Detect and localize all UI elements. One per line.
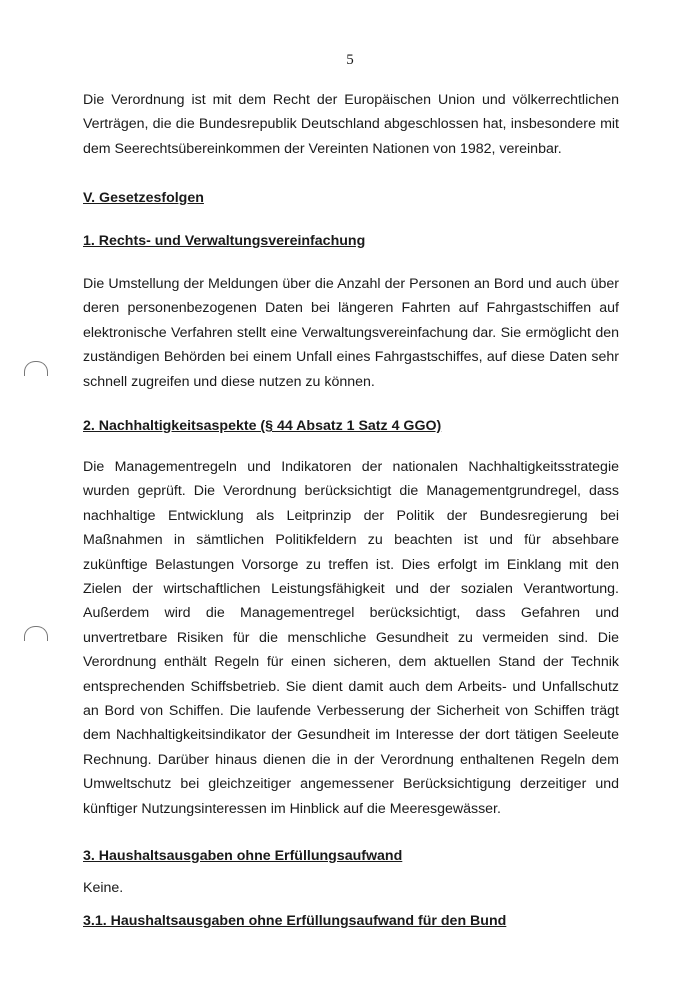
paragraph-keine: Keine. [83,880,124,896]
intro-paragraph: Die Verordnung ist mit dem Recht der Europäischen Union und völkerrechtlichen Verträgen, die die Bundesrepublik Deutschland abgeschlossen hat, insbesondere mit dem Seerechtsübereinkommen der Vereinten Nationen von 1982, vereinbar. [83,92,619,157]
heading-haushaltsausgaben: 3. Haushaltsausgaben ohne Erfüllungsaufwand [83,848,403,864]
page-number: 5 [346,52,354,68]
punch-hole-top-mark [24,361,48,376]
heading-nachhaltigkeitsaspekte: 2. Nachhaltigkeitsaspekte (§ 44 Absatz 1 Satz 4 GGO) [83,418,442,434]
paragraph-nachhaltigkeitsaspekte: Die Managementregeln und Indikatoren der nationalen Nachhaltigkeitsstrategie wurden geprüft. Die Verordnung berücksichtigt die Managementgrundregel, dass nachhaltige Entwicklung als Leitprinzip der Politik der Bundesregierung bei Maßnahmen in sämtlichen Politikfeldern zu beachten ist und für absehbare zukünftige Belastungen Vorsorge zu treffen ist. Dies erfolgt im Einklang mit den Zielen der wirtschaftlichen Leistungsfähigkeit und der sozialen Verantwortung. Außerdem wird die Managementregel berücksichtigt, dass Gefahren und unvertretbare Risiken für die menschliche Gesundheit zu vermeiden sind. Die Verordnung enthält Regeln für einen sicheren, dem aktuellen Stand der Technik entsprechenden Schiffsbetrieb. Sie dient damit auch dem Arbeits- und Unfallschutz an Bord von Schiffen. Die laufende Verbesserung der Sicherheit von Schiffen trägt dem Nachhaltigkeitsindikator der Gesundheit im Interesse der dort tätigen Seeleute Rechnung. Darüber hinaus dienen die in der Verordnung enthaltenen Regeln dem Umweltschutz bei gleichzeitiger angemessener Berücksichtigung derzeitiger und künftiger Nutzungsinteressen im Hinblick auf die Meeresgewässer. [83,459,619,817]
heading-rechts-verwaltungsvereinfachung: 1. Rechts- und Verwaltungsvereinfachung [83,233,366,249]
paragraph-verwaltungsvereinfachung: Die Umstellung der Meldungen über die Anzahl der Personen an Bord und auch über deren personenbezogenen Daten bei längeren Fahrten auf Fahrgastschiffen auf elektronische Verfahren stellt eine Verwaltungsvereinfachung dar. Sie ermöglicht den zuständigen Behörden bei einem Unfall eines Fahrgastschiffes, auf diese Daten sehr schnell zugreifen und diese nutzen zu können. [83,276,619,390]
punch-hole-bottom-mark [24,626,48,641]
section-heading-gesetzesfolgen: V. Gesetzesfolgen [83,190,204,206]
heading-haushaltsausgaben-bund: 3.1. Haushaltsausgaben ohne Erfüllungsaufwand für den Bund [83,913,507,929]
